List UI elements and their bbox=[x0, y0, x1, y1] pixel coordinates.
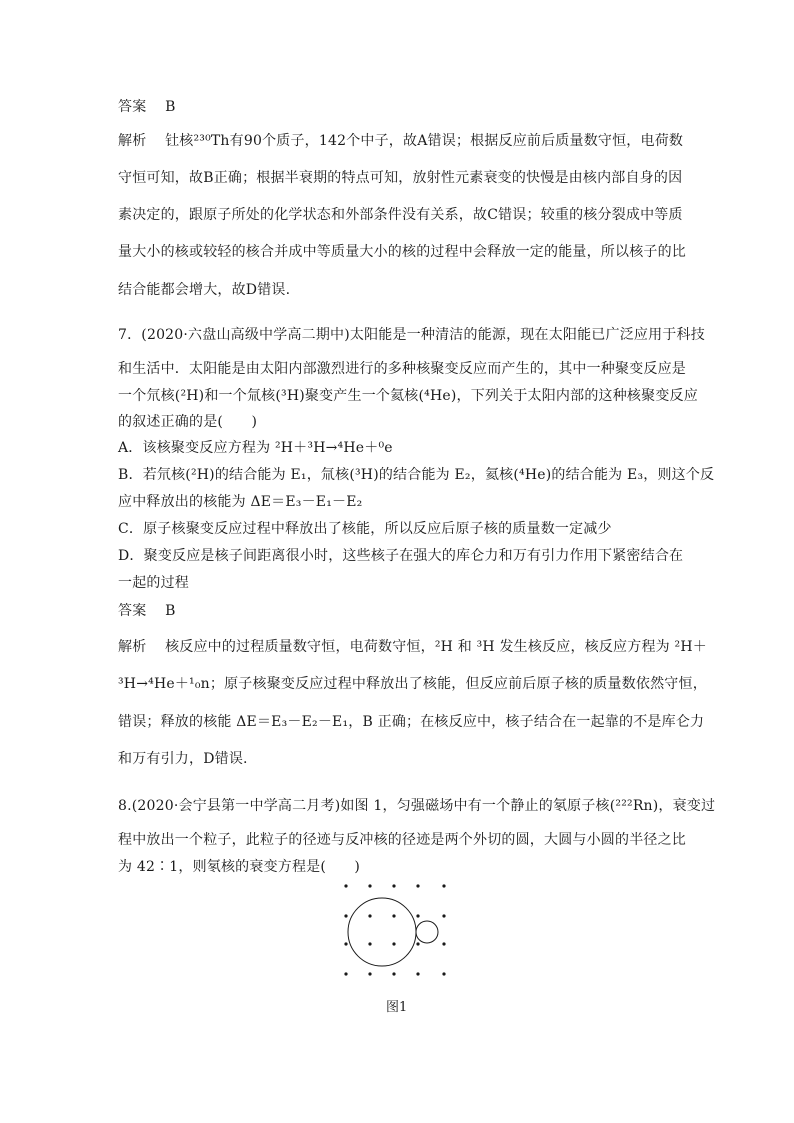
q7-analysis-line-3: 错误；释放的核能 ΔE＝E₃－E₂－E₁，B 正确；在核反应中，核子结合在一起靠的不是库仑力 bbox=[118, 714, 705, 730]
q7-analysis-line-1 bbox=[118, 636, 707, 656]
q6-analysis-line-5: 结合能都会增大，故D错误. bbox=[118, 282, 291, 298]
q7-option-a: A．该核聚变反应方程为 ²H＋³H→⁴He＋⁰e bbox=[118, 440, 393, 456]
analysis-text: 核反应中的过程质量数守恒，电荷数守恒，²H 和 ³H 发生核反应，核反应方程为 ²H＋ bbox=[165, 639, 707, 655]
q8-stem-line-1: 8.(2020·会宁县第一中学高二月考)如图 1，匀强磁场中有一个静止的氡原子核(²²²Rn)，衰变过 bbox=[118, 798, 716, 814]
q8-stem-line-2: 程中放出一个粒子，此粒子的径迹与反冲核的径迹是两个外切的圆，大圆与小圆的半径之比 bbox=[118, 832, 686, 848]
large-circle-track bbox=[348, 898, 416, 966]
q7-option-b-line-2: 应中释放出的核能为 ΔE＝E₃－E₁－E₂ bbox=[118, 494, 363, 510]
figure-caption: 图1 bbox=[386, 1000, 408, 1015]
field-dots bbox=[344, 884, 445, 975]
q6-analysis-line-1 bbox=[118, 130, 683, 150]
q6-analysis-line-2: 守恒可知，故B正确；根据半衰期的特点可知，放射性元素衰变的快慢是由核内部自身的因 bbox=[118, 170, 683, 186]
analysis-label: 解析 bbox=[118, 133, 147, 149]
answer-value: B bbox=[165, 603, 176, 619]
q6-analysis-line-3: 素决定的，跟原子所处的化学状态和外部条件没有关系，故C错误；较重的核分裂成中等质 bbox=[118, 207, 683, 223]
q7-stem-line-2: 和生活中．太阳能是由太阳内部激烈进行的多种核聚变反应而产生的，其中一种聚变反应是 bbox=[118, 361, 686, 377]
q6-analysis-line-4: 量大小的核或较轻的核合并成中等质量大小的核的过程中会释放一定的能量，所以核子的比 bbox=[118, 244, 686, 260]
q7-stem-line-4: 的叙述正确的是( ) bbox=[118, 414, 258, 430]
analysis-label: 解析 bbox=[118, 639, 147, 655]
q6-answer bbox=[118, 96, 176, 116]
q7-analysis-line-4: 和万有引力，D错误. bbox=[118, 751, 248, 767]
q8-stem-line-3: 为 42∶1，则氡核的衰变方程是( ) bbox=[118, 859, 361, 875]
q7-option-d-line-1: D．聚变反应是核子间距离很小时，这些核子在强大的库仑力和万有引力作用下紧密结合在 bbox=[118, 548, 684, 564]
answer-value: B bbox=[165, 99, 176, 115]
q7-stem-line-1: 7．(2020·六盘山高级中学高二期中)太阳能是一种清洁的能源，现在太阳能已广泛应用于科技 bbox=[118, 327, 705, 343]
analysis-text: 钍核²³⁰Th有90个质子，142个中子，故A错误；根据反应前后质量数守恒，电荷数 bbox=[165, 133, 684, 149]
q7-answer bbox=[118, 600, 176, 620]
q7-option-d-line-2: 一起的过程 bbox=[118, 575, 189, 591]
figure-1-magnetic-field-diagram bbox=[340, 880, 460, 990]
q7-stem-line-3: 一个氘核(²H)和一个氚核(³H)聚变产生一个氦核(⁴He)，下列关于太阳内部的这种核聚变反应 bbox=[118, 388, 698, 404]
answer-label: 答案 bbox=[118, 603, 147, 619]
q7-option-b-line-1: B．若氘核(²H)的结合能为 E₁，氚核(³H)的结合能为 E₂，氦核(⁴He)的结合能为 E₃，则这个反 bbox=[118, 467, 715, 483]
q7-analysis-line-2: ³H→⁴He＋¹₀n；原子核聚变反应过程中释放出了核能，但反应前后原子核的质量数依然守恒， bbox=[118, 676, 707, 692]
q7-option-c: C．原子核聚变反应过程中释放出了核能，所以反应后原子核的质量数一定减少 bbox=[118, 521, 612, 537]
answer-label: 答案 bbox=[118, 99, 147, 115]
small-circle-track bbox=[416, 921, 438, 943]
